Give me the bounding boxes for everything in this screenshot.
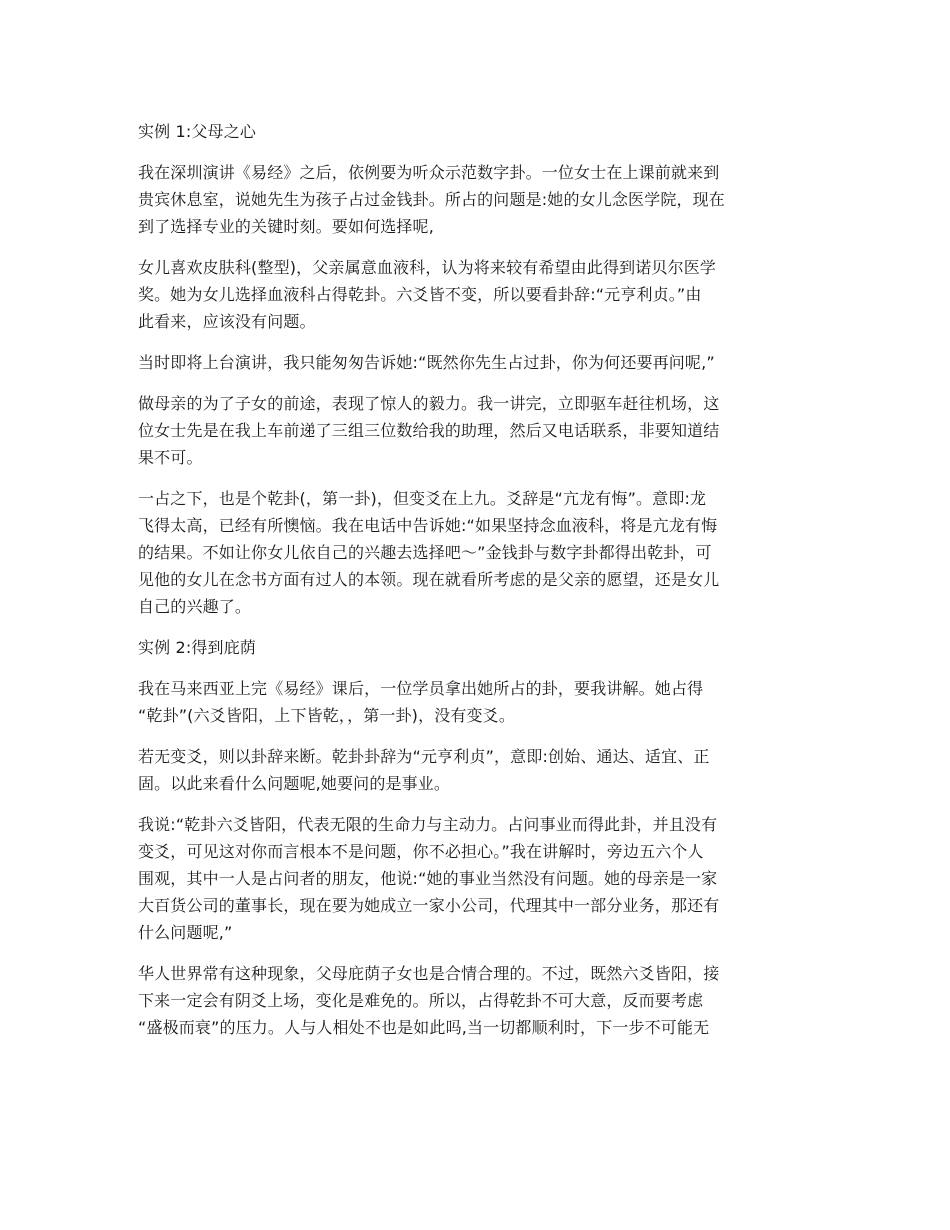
body-paragraph: [138, 349, 810, 376]
body-paragraph: [138, 159, 810, 240]
body-paragraph: [138, 811, 810, 946]
text-line: “乾卦”(六爻皆阳，上下皆乾，，第一卦)，没有变爻。: [138, 706, 515, 725]
text-line: 到了选择专业的关键时刻。要如何选择呢,: [138, 217, 434, 236]
text-line: 奖。她为女儿选择血液科占得乾卦。六爻皆不变，所以要看卦辞:“元亨利贞。”由: [138, 285, 702, 304]
body-paragraph: [138, 254, 810, 335]
text-line: 的结果。不如让你女儿依自己的兴趣去选择吧～”金钱卦与数字卦都得出乾卦，可: [138, 543, 712, 562]
text-line: 华人世界常有这种现象，父母庇荫子女也是合情合理的。不过，既然六爻皆阳，接: [138, 964, 720, 983]
text-line: 贵宾休息室，说她先生为孩子占过金钱卦。所占的问题是:她的女儿念医学院，现在: [138, 190, 725, 209]
text-line: 大百货公司的董事长，现在要为她成立一家小公司，代理其中一部分业务，那还有: [138, 896, 720, 915]
text-line: 变爻，可见这对你而言根本不是问题，你不必担心。”我在讲解时，旁边五六个人: [138, 842, 704, 861]
text-line: 做母亲的为了子女的前途，表现了惊人的毅力。我一讲完，立即驱车赶往机场，这: [138, 394, 720, 413]
text-line: 固。以此来看什么问题呢,她要问的是事业。: [138, 774, 451, 793]
text-line: 女儿喜欢皮肤科(整型)，父亲属意血液科，认为将来较有希望由此得到诺贝尔医学: [138, 258, 717, 277]
text-line: 见他的女儿在念书方面有过人的本领。现在就看所考虑的是父亲的愿望，还是女儿: [138, 570, 720, 589]
body-paragraph: [138, 743, 810, 797]
text-line: “盛极而衰”的压力。人与人相处不也是如此吗,当一切都顺利时，下一步不可能无: [138, 1018, 710, 1037]
text-line: 位女士先是在我上车前递了三组三位数给我的助理，然后又电话联系，非要知道结: [138, 421, 720, 440]
text-line: 此看来，应该没有问题。: [138, 312, 316, 331]
text-line: 飞得太高，已经有所懊恼。我在电话中告诉她:“如果坚持念血液科，将是亢龙有悔: [138, 516, 718, 535]
section-heading: [138, 634, 810, 661]
text-line: 若无变爻，则以卦辞来断。乾卦卦辞为“元亨利贞”，意即:创始、通达、适宜、正: [138, 747, 710, 766]
text-line: 我说:“乾卦六爻皆阳，代表无限的生命力与主动力。占问事业而得此卦，并且没有: [138, 815, 718, 834]
body-paragraph: [138, 960, 810, 1041]
body-paragraph: [138, 390, 810, 471]
body-paragraph: [138, 485, 810, 620]
text-line: 我在马来西亚上完《易经》课后，一位学员拿出她所占的卦，要我讲解。她占得: [138, 679, 704, 698]
text-line: 我在深圳演讲《易经》之后，依例要为听众示范数字卦。一位女士在上课前就来到: [138, 163, 720, 182]
document-page: [138, 118, 810, 1055]
text-line: 一占之下，也是个乾卦(，第一卦)，但变爻在上九。爻辞是“亢龙有悔”。意即:龙: [138, 489, 707, 508]
text-line: 围观，其中一人是占问者的朋友，他说:“她的事业当然没有问题。她的母亲是一家: [138, 869, 718, 888]
text-line: 实例 2:得到庇荫: [138, 638, 257, 657]
section-heading: [138, 118, 810, 145]
text-line: 当时即将上台演讲，我只能匆匆告诉她:“既然你先生占过卦，你为何还要再问呢,”: [138, 353, 715, 372]
text-line: 果不可。: [138, 448, 203, 467]
text-line: 实例 1:父母之心: [138, 122, 257, 141]
body-paragraph: [138, 675, 810, 729]
text-line: 自己的兴趣了。: [138, 597, 252, 616]
text-line: 下来一定会有阴爻上场，变化是难免的。所以，占得乾卦不可大意，反而要考虑: [138, 991, 704, 1010]
text-line: 什么问题呢,”: [138, 923, 233, 942]
